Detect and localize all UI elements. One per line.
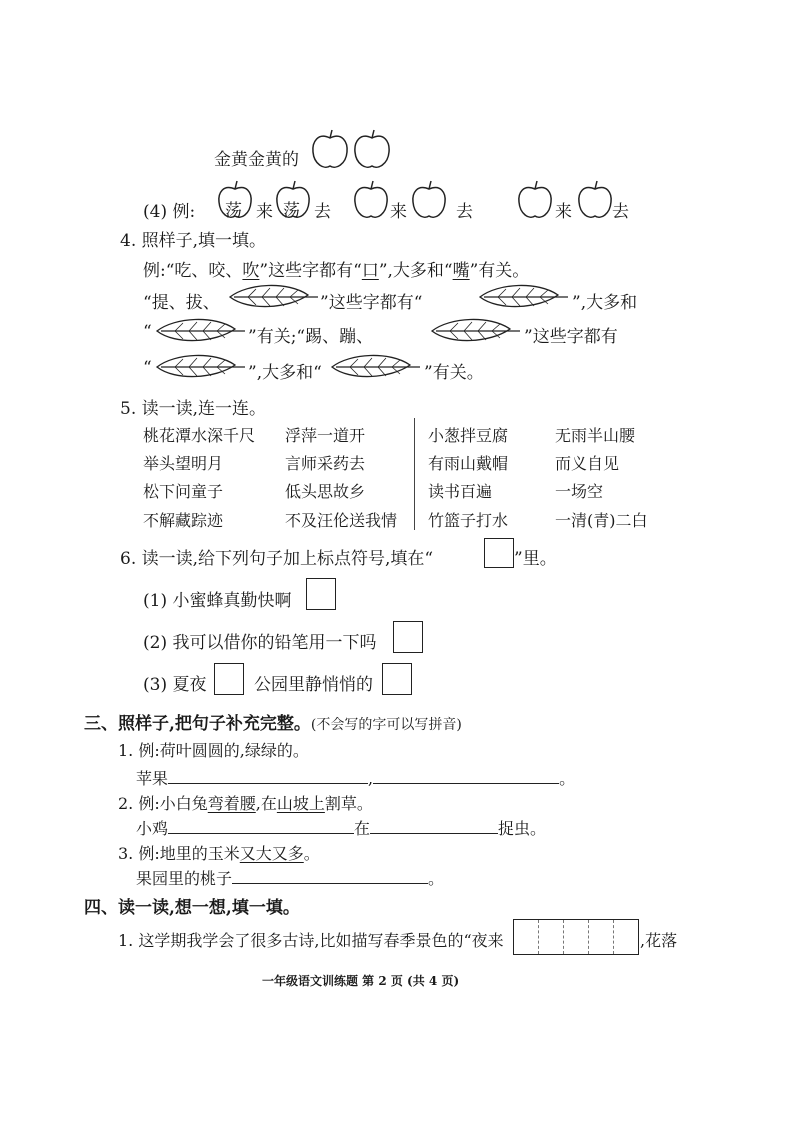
leaf-blank-icon[interactable] bbox=[228, 283, 320, 311]
q4-line3-c: ”有关。 bbox=[424, 363, 484, 383]
blank-line[interactable] bbox=[232, 869, 428, 884]
sec3-example-1: 1. 例:荷叶圆圆的,绿绿的。 bbox=[118, 741, 309, 760]
item4-end: 去 bbox=[314, 202, 331, 222]
q5-title: 5. 读一读,连一连。 bbox=[120, 399, 267, 419]
blank-line[interactable] bbox=[168, 819, 354, 834]
leaf-blank-icon[interactable] bbox=[430, 317, 522, 345]
leaf-blank-icon[interactable] bbox=[478, 283, 570, 311]
leaf-blank-icon[interactable] bbox=[155, 317, 247, 345]
poem-item[interactable]: 桃花潭水深千尺 bbox=[143, 426, 256, 445]
apple-icon bbox=[516, 180, 554, 220]
saying-item[interactable]: 无雨半山腰 bbox=[555, 426, 636, 445]
text: ,在 bbox=[255, 794, 277, 813]
underlined-phrase: 弯着腰 bbox=[207, 794, 256, 813]
punct-answer-box[interactable] bbox=[306, 578, 336, 610]
text: , bbox=[368, 769, 374, 788]
page-footer: 一年级语文训练题 第 2 页 (共 4 页) bbox=[262, 974, 460, 988]
text: 捉虫。 bbox=[498, 819, 547, 838]
q4-line2-a: “ bbox=[143, 322, 152, 342]
section-title: 三、照样子,把句子补充完整。 bbox=[84, 714, 311, 734]
section-note: (不会写的字可以写拼音) bbox=[310, 717, 462, 733]
text: ”,大多和“ bbox=[378, 261, 453, 281]
poem-item[interactable]: 松下问童子 bbox=[143, 482, 224, 501]
poem-item[interactable]: 浮萍一道开 bbox=[285, 426, 366, 445]
q4-example bbox=[143, 256, 529, 281]
saying-item[interactable]: 有雨山戴帽 bbox=[428, 454, 509, 473]
leaf-blank-icon[interactable] bbox=[155, 353, 247, 381]
item4-mid: 来 bbox=[256, 202, 273, 222]
apple-icon bbox=[576, 180, 614, 220]
item4-label: (4) 例: bbox=[143, 202, 196, 222]
sec3-answer-1 bbox=[136, 766, 575, 789]
q6-sentence-1: (1) 小蜜蜂真勤快啊 bbox=[143, 591, 292, 611]
underlined-phrase: 山坡上 bbox=[276, 794, 325, 813]
saying-item[interactable]: 一清(青)二白 bbox=[555, 511, 648, 530]
text: 。 bbox=[559, 769, 576, 788]
apple-line-text: 金黄金黄的 bbox=[214, 150, 299, 170]
saying-item[interactable]: 一场空 bbox=[555, 482, 604, 501]
saying-item[interactable]: 读书百遍 bbox=[428, 482, 493, 501]
text: 3. 例:地里的玉米 bbox=[118, 844, 240, 863]
section3-heading bbox=[84, 709, 462, 734]
sec3-answer-2 bbox=[136, 816, 546, 839]
text: 2. 例:小白兔 bbox=[118, 794, 208, 813]
underlined-phrase: 又大又多 bbox=[239, 844, 304, 863]
grid-cell[interactable] bbox=[564, 920, 589, 954]
poem-item[interactable]: 言师采药去 bbox=[285, 454, 366, 473]
text: 小鸡 bbox=[136, 819, 169, 838]
item4-end: 去 bbox=[612, 202, 629, 222]
blank-line[interactable] bbox=[370, 819, 498, 834]
q4-line3-b: ”,大多和“ bbox=[248, 363, 322, 383]
sec4-q1-a: 1. 这学期我学会了很多古诗,比如描写春季景色的“夜来 bbox=[118, 931, 504, 950]
apple-char: 荡 bbox=[283, 201, 300, 221]
q4-line1-b: ”这些字都有“ bbox=[320, 293, 423, 313]
punct-answer-box[interactable] bbox=[393, 621, 423, 653]
text: 割草。 bbox=[324, 794, 373, 813]
punct-example-box bbox=[484, 538, 514, 568]
apple-char: 荡 bbox=[225, 201, 242, 221]
text: 苹果 bbox=[136, 769, 169, 788]
q6-title-a: 6. 读一读,给下列句子加上标点符号,填在“ bbox=[120, 549, 434, 569]
item4-mid: 来 bbox=[555, 202, 572, 222]
saying-item[interactable]: 而义自见 bbox=[555, 454, 620, 473]
grid-cell[interactable] bbox=[539, 920, 564, 954]
apple-icon bbox=[352, 128, 392, 170]
q6-title-b: ”里。 bbox=[514, 549, 557, 569]
q6-sentence-2: (2) 我可以借你的铅笔用一下吗 bbox=[143, 633, 377, 653]
poem-item[interactable]: 低头思故乡 bbox=[285, 482, 366, 501]
item4-end: 去 bbox=[456, 202, 473, 222]
text: ”这些字都有“ bbox=[259, 261, 362, 281]
apple-icon bbox=[310, 128, 350, 170]
section4-title: 四、读一读,想一想,填一填。 bbox=[84, 898, 300, 918]
punct-answer-box[interactable] bbox=[214, 663, 244, 695]
sec3-answer-3 bbox=[136, 866, 444, 889]
blank-line[interactable] bbox=[373, 769, 559, 784]
blank-line[interactable] bbox=[168, 769, 368, 784]
q4-line2-c: ”这些字都有 bbox=[524, 327, 618, 347]
apple-icon bbox=[410, 180, 448, 220]
grid-cell[interactable] bbox=[589, 920, 614, 954]
apple-icon bbox=[352, 180, 390, 220]
sec3-example-3 bbox=[118, 841, 320, 864]
q4-title: 4. 照样子,填一填。 bbox=[120, 231, 267, 251]
text: 。 bbox=[303, 844, 320, 863]
underlined-char: 口 bbox=[361, 261, 379, 281]
punct-answer-box[interactable] bbox=[382, 663, 412, 695]
text: 在 bbox=[354, 819, 371, 838]
text: ”有关。 bbox=[469, 261, 530, 281]
text: 果园里的桃子 bbox=[136, 869, 233, 888]
leaf-blank-icon[interactable] bbox=[330, 353, 422, 381]
poem-item[interactable]: 不及汪伦送我情 bbox=[285, 511, 398, 530]
poem-item[interactable]: 不解藏踪迹 bbox=[143, 511, 224, 530]
text: 例:“吃、咬、 bbox=[143, 261, 243, 281]
sec3-example-2 bbox=[118, 791, 373, 814]
item4-mid: 来 bbox=[390, 202, 407, 222]
q4-line2-b: ”有关;“踢、蹦、 bbox=[248, 327, 374, 347]
underlined-char: 吹 bbox=[242, 261, 260, 281]
grid-cell[interactable] bbox=[514, 920, 539, 954]
text: 。 bbox=[428, 869, 445, 888]
saying-item[interactable]: 小葱拌豆腐 bbox=[428, 426, 509, 445]
q4-line1-c: ”,大多和 bbox=[572, 293, 638, 313]
q6-sentence-3a: (3) 夏夜 bbox=[143, 675, 207, 695]
sec4-q1-b: ,花落 bbox=[640, 931, 678, 950]
q4-line3-a: “ bbox=[143, 358, 152, 378]
saying-item[interactable]: 竹篮子打水 bbox=[428, 511, 509, 530]
column-divider bbox=[414, 418, 415, 530]
q6-sentence-3b: 公园里静悄悄的 bbox=[254, 675, 373, 695]
underlined-char: 嘴 bbox=[452, 261, 470, 281]
character-grid[interactable] bbox=[513, 919, 639, 955]
grid-cell[interactable] bbox=[614, 920, 638, 954]
q4-line1-a: “提、拔、 bbox=[143, 293, 220, 313]
poem-item[interactable]: 举头望明月 bbox=[143, 454, 224, 473]
